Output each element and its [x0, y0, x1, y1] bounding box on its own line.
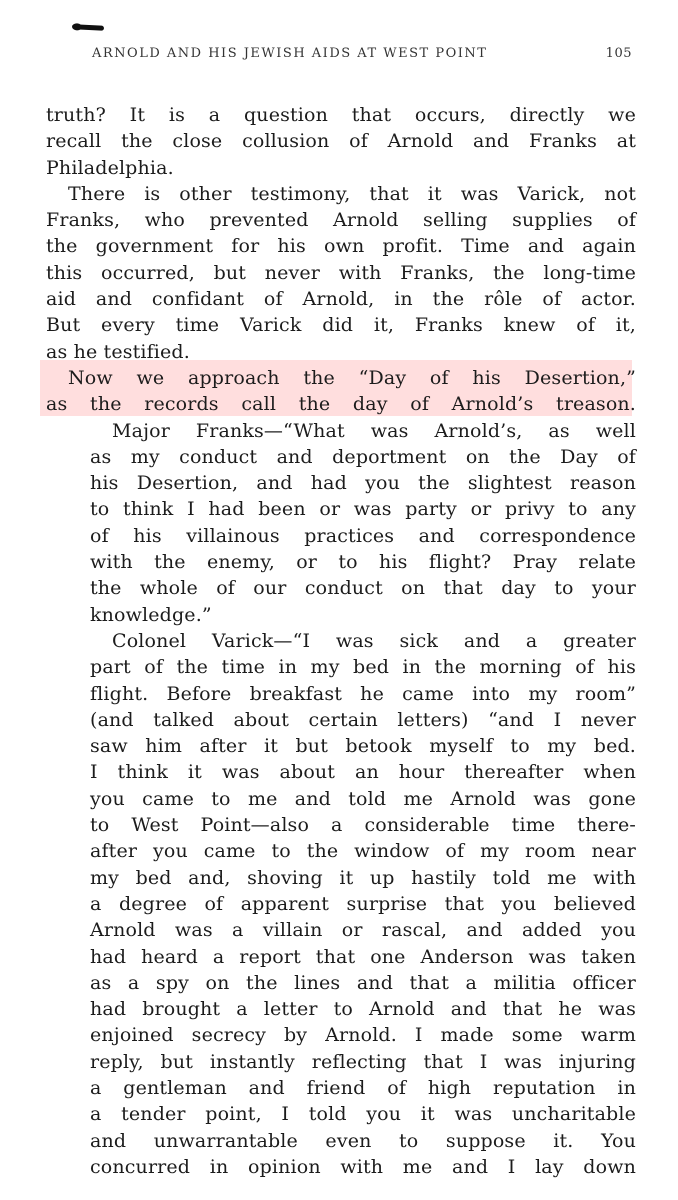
text-line: concurred in opinion with me and I lay down [90, 1155, 636, 1178]
text-line: a tender point, I told you it was uncharitable [90, 1103, 636, 1126]
text-line: my bed and, shoving it up hastily told me with [90, 866, 636, 889]
text-line: enjoined secrecy by Arnold. I made some warm [90, 1024, 636, 1047]
text-line: truth? It is a question that occurs, directly we [46, 104, 636, 126]
text-line: knowledge.” [90, 603, 212, 626]
text-line: recall the close collusion of Arnold and Franks at [46, 130, 636, 153]
text-line: had heard a report that one Anderson was taken [90, 945, 636, 968]
text-line: Colonel Varick—“I was sick and a greater [112, 629, 636, 652]
text-line: as my conduct and deportment on the Day of [90, 445, 636, 468]
text-line: (and talked about certain letters) “and I never [90, 708, 636, 731]
text-line: you came to me and told me Arnold was gone [90, 787, 636, 810]
page-number: 105 [605, 46, 632, 61]
text-line: I think it was about an hour thereafter when [90, 761, 636, 784]
text-line: a gentleman and friend of high reputation in [90, 1076, 636, 1099]
text-line: Major Franks—“What was Arnold’s, as well [112, 419, 636, 442]
text-line: Arnold was a villain or rascal, and added you [90, 919, 636, 942]
body-text [46, 102, 636, 1180]
text-line: There is other testimony, that it was Varick, not [68, 182, 636, 205]
text-line: his Desertion, and had you the slightest reason [90, 472, 636, 495]
text-line: of his villainous practices and correspondence [90, 524, 636, 547]
text-line: after you came to the window of my room near [90, 840, 636, 863]
text-line: to West Point—also a considerable time there- [90, 814, 636, 837]
paragraph [46, 102, 636, 181]
text-line: Franks, who prevented Arnold selling supplies of [46, 209, 636, 232]
text-line: the whole of our conduct on that day to your [90, 577, 636, 600]
testimony-franks [46, 418, 636, 628]
text-line: as he testified. [46, 340, 190, 363]
text-line: saw him after it but betook myself to my bed. [90, 735, 636, 758]
text-line: But every time Varick did it, Franks knew of it, [46, 314, 636, 337]
text-line: Philadelphia. [46, 156, 174, 179]
text-line: and unwarrantable even to suppose it. You [90, 1129, 636, 1152]
text-line: part of the time in my bed in the morning of his [90, 656, 636, 679]
paragraph [46, 181, 636, 365]
text-line: with the enemy, or to his flight? Pray relate [90, 551, 636, 574]
running-head [92, 46, 632, 66]
text-line: had brought a letter to Arnold and that he was [90, 998, 636, 1021]
text-line: the government for his own profit. Time and again [46, 235, 636, 258]
text-line: aid and confidant of Arnold, in the rôle of actor. [46, 288, 636, 311]
running-title: ARNOLD AND HIS JEWISH AIDS AT WEST POINT [92, 46, 488, 61]
text-line: Now we approach the “Day of his Desertion,” [68, 366, 636, 389]
text-line: flight. Before breakfast he came into my room” [90, 682, 636, 705]
text-line: to think I had been or was party or privy to any [90, 498, 636, 521]
text-line: a degree of apparent surprise that you believed [90, 892, 636, 915]
text-line: reply, but instantly reflecting that I was injuring [90, 1050, 636, 1073]
text-line: as a spy on the lines and that a militia officer [90, 971, 636, 994]
text-line: as the records call the day of Arnold’s treason. [46, 393, 636, 416]
testimony-varick [46, 628, 636, 1180]
ink-mark [74, 24, 104, 31]
highlighted-paragraph [46, 365, 636, 418]
text-line: this occurred, but never with Franks, the long-time [46, 261, 636, 284]
